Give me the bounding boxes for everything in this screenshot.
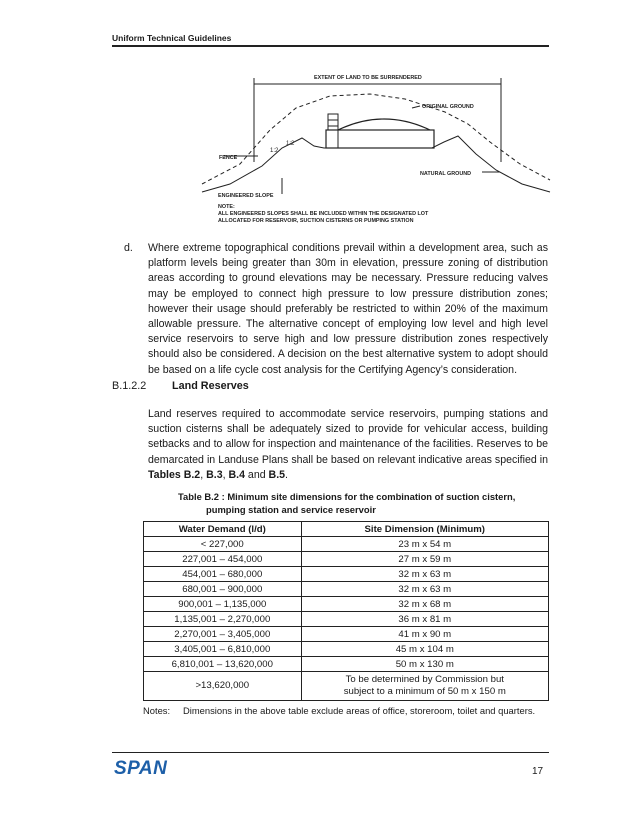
ref-separator: and xyxy=(244,468,269,481)
demand-cell: 2,270,001 – 3,405,000 xyxy=(144,627,302,642)
demand-cell: 227,001 – 454,000 xyxy=(144,552,302,567)
table-row xyxy=(144,657,549,672)
note-title: NOTE: xyxy=(218,204,235,210)
table-row xyxy=(144,642,549,657)
table-row xyxy=(144,552,549,567)
table-row xyxy=(144,537,549,552)
page-number: 17 xyxy=(532,766,544,777)
original-ground-label: ORIGINAL GROUND xyxy=(422,104,474,110)
reservoir-stair xyxy=(328,114,338,130)
natural-ground-label: NATURAL GROUND xyxy=(420,171,472,177)
table-row xyxy=(144,597,549,612)
table-caption-line-1: Table B.2 : Minimum site dimensions for the combination of suction cistern, xyxy=(178,491,516,502)
footer-rule xyxy=(112,752,549,753)
dimension-cell: 32 m x 63 m xyxy=(301,582,548,597)
demand-cell: 680,001 – 900,000 xyxy=(144,582,302,597)
demand-cell: >13,620,000 xyxy=(144,672,302,701)
slope-ratio-label-2: 1:2 xyxy=(286,141,295,147)
dimension-cell: 41 m x 90 m xyxy=(301,627,548,642)
land-reserves-paragraph xyxy=(148,407,548,483)
paragraph-d xyxy=(124,241,548,378)
demand-cell: 3,405,001 – 6,810,000 xyxy=(144,642,302,657)
paragraph-d-text: Where extreme topographical conditions prevail within a development area, such as platform levels being greater than 30m in elevation, pressure zoning of distribution areas according to ground elevations may be necessary. Pressure reducing valves may be employed to connect high pressure to low pressure distribution zones; however their usage should preferably be restricted to within 20% of the maximum allowable pressure. The alternative concept of employing low level and high level service reservoirs to serve high and low pressure distribution zones respectively should also be considered. A decision on the best alternative system to adopt should be based on a life cycle cost analysis for the Certifying Agency’s consideration. xyxy=(148,242,548,376)
table-caption-line-2: pumping station and service reservoir xyxy=(206,503,376,515)
span-logo: SPAN xyxy=(114,758,168,779)
paragraph-d-label: d. xyxy=(124,242,133,254)
dimension-note-line-1: To be determined by Commission but xyxy=(345,674,504,685)
demand-cell: 454,001 – 680,000 xyxy=(144,567,302,582)
note-line-2: ALLOCATED FOR RESERVOIR, SUCTION CISTERNS OR PUMPING STATION xyxy=(218,218,414,224)
dimension-cell xyxy=(301,672,548,701)
table-row xyxy=(144,672,549,701)
header-site-dimension: Site Dimension (Minimum) xyxy=(301,522,548,537)
dimension-cell: 23 m x 54 m xyxy=(301,537,548,552)
table-caption xyxy=(178,491,548,516)
reservoir-site-diagram xyxy=(200,66,556,242)
demand-cell: 900,001 – 1,135,000 xyxy=(144,597,302,612)
dimension-cell: 50 m x 130 m xyxy=(301,657,548,672)
running-header: Uniform Technical Guidelines xyxy=(112,33,232,43)
note-line-1: ALL ENGINEERED SLOPES SHALL BE INCLUDED WITHIN THE DESIGNATED LOT xyxy=(218,211,429,217)
reservoir-roof xyxy=(338,119,430,130)
land-reserves-text: Land reserves required to accommodate service reservoirs, pumping stations and suction cisterns shall be adequately sized to provide for vehicular access, building setbacks and to allow for inspection and maintenance of the facilities. Reserves to be demarcated in Landuse Plans shall be based on relevant indicative areas specified in xyxy=(148,408,548,466)
paragraph-end: . xyxy=(285,468,288,481)
table-row xyxy=(144,612,549,627)
ref-separator: , xyxy=(222,468,229,481)
header-rule xyxy=(112,45,549,47)
dimension-cell: 27 m x 59 m xyxy=(301,552,548,567)
table-row xyxy=(144,627,549,642)
table-row xyxy=(144,567,549,582)
demand-cell: < 227,000 xyxy=(144,537,302,552)
section-heading xyxy=(112,380,249,392)
table-notes xyxy=(143,705,535,716)
table-ref-b5: B.5 xyxy=(268,468,286,481)
header-water-demand: Water Demand (l/d) xyxy=(144,522,302,537)
section-number: B.1.2.2 xyxy=(112,380,147,392)
table-ref-b2: Tables B.2 xyxy=(148,468,201,481)
ref-separator: , xyxy=(200,468,207,481)
dimension-note-line-2: subject to a minimum of 50 m x 150 m xyxy=(343,686,506,697)
table-row xyxy=(144,582,549,597)
notes-label: Notes: xyxy=(143,705,171,716)
reservoir-base xyxy=(326,130,434,148)
table-header-row xyxy=(144,522,549,537)
demand-cell: 6,810,001 – 13,620,000 xyxy=(144,657,302,672)
dimension-cell: 32 m x 68 m xyxy=(301,597,548,612)
notes-text: Dimensions in the above table exclude areas of office, storeroom, toilet and quarters. xyxy=(183,705,536,716)
dimension-cell: 45 m x 104 m xyxy=(301,642,548,657)
section-title: Land Reserves xyxy=(172,380,249,392)
fence-label: FENCE xyxy=(219,155,238,161)
table-ref-b4: B.4 xyxy=(228,468,245,481)
extent-label: EXTENT OF LAND TO BE SURRENDERED xyxy=(314,75,422,81)
dimension-cell: 36 m x 81 m xyxy=(301,612,548,627)
site-dimensions-table xyxy=(143,521,549,701)
table-ref-b3: B.3 xyxy=(206,468,223,481)
demand-cell: 1,135,001 – 2,270,000 xyxy=(144,612,302,627)
engineered-slope-label: ENGINEERED SLOPE xyxy=(218,193,274,199)
slope-ratio-label-1: 1:2 xyxy=(270,148,279,154)
dimension-cell: 32 m x 63 m xyxy=(301,567,548,582)
